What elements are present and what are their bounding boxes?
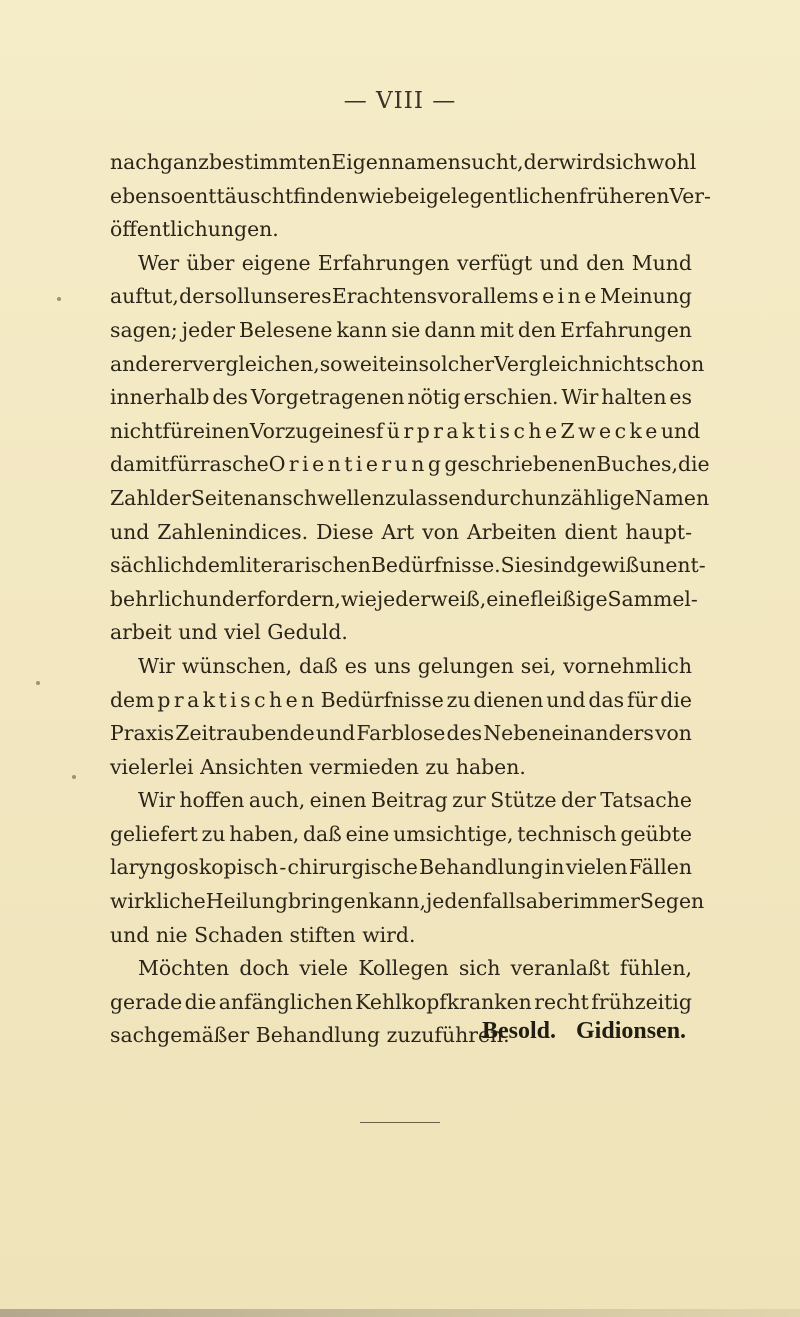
word: - [279, 855, 287, 880]
word: allem [471, 284, 528, 309]
word: und [315, 721, 356, 746]
word: damit [110, 452, 170, 477]
word: Behandlung [419, 855, 544, 880]
word: für [375, 418, 417, 443]
word: Vergleich [494, 351, 592, 376]
signature [482, 1018, 700, 1045]
word: dient [564, 519, 618, 544]
word: Vorgetragenen [250, 385, 405, 410]
word: einen [192, 418, 250, 443]
word: Nebeneinanders [483, 721, 654, 746]
word: Wir [561, 385, 599, 410]
word: jeder [376, 586, 431, 611]
word: vermieden [309, 754, 419, 779]
word: Buches, [596, 452, 678, 477]
word: daß [302, 821, 342, 846]
word: sich [605, 150, 647, 174]
word: auch, [248, 788, 306, 813]
text-line [110, 885, 705, 919]
word: Erfahrungen [317, 250, 450, 275]
word: weiß, [430, 586, 487, 611]
word: vergleichen, [191, 351, 320, 376]
word: zu [446, 687, 471, 712]
word: fühlen, [619, 956, 692, 981]
word: und [539, 250, 579, 275]
word: unent- [639, 553, 706, 578]
word: für [162, 418, 193, 443]
word: haben. [455, 754, 526, 779]
word: Vorzug [249, 418, 322, 443]
word: in [544, 855, 565, 880]
word: vornehmlich [563, 653, 692, 678]
word: gelegentlichen [425, 183, 579, 208]
word: wirkliche [110, 889, 206, 914]
word: nach [110, 150, 160, 174]
word: und [660, 418, 701, 443]
word: und [546, 687, 586, 712]
word: enttäuscht [183, 183, 294, 208]
word: recht [534, 989, 589, 1014]
word: Fällen [628, 855, 692, 880]
text-line [110, 146, 697, 180]
text-line [110, 482, 710, 516]
text-line [110, 583, 698, 617]
word: Sie [500, 553, 534, 578]
word: des [212, 385, 248, 410]
word: veranlaßt [510, 956, 610, 981]
word: Zahlenindices. [157, 519, 309, 544]
word: für [626, 687, 658, 712]
word: nie [155, 922, 188, 947]
word: vielen [565, 855, 628, 880]
word: sich [458, 956, 501, 981]
word: Geduld. [267, 620, 348, 645]
word: wird. [362, 922, 416, 947]
text-line [110, 314, 692, 348]
word: die [677, 452, 710, 477]
word: Zahl [110, 485, 156, 510]
word: sagen; [110, 317, 178, 342]
word: haupt- [625, 519, 692, 544]
word: Zwecke [560, 418, 661, 443]
word: viel [224, 620, 261, 645]
page-edge [0, 1309, 800, 1317]
word: dienen [473, 687, 544, 712]
word: sächlich [110, 553, 195, 578]
word: anderer [110, 351, 192, 376]
word: einen [309, 788, 367, 813]
word: frühzeitig [591, 989, 692, 1014]
word: Wir [138, 653, 175, 678]
text-line [110, 784, 692, 818]
word: sachgemäßer [110, 1023, 250, 1048]
word: Seiten [190, 485, 257, 510]
word: zuzuführen. [386, 1023, 510, 1048]
word: es [344, 653, 368, 678]
word: Bedürfnisse [320, 687, 444, 712]
word: Zeitraubende [175, 721, 315, 746]
word: uns [374, 653, 411, 678]
word: des [446, 721, 483, 746]
word: mit [479, 317, 514, 342]
word: geschriebenen [444, 452, 597, 477]
word: wird [558, 150, 606, 174]
word: innerhalb [110, 385, 210, 410]
speck [36, 681, 40, 685]
word: sucht, [460, 150, 524, 174]
word: laryngoskopisch [110, 855, 279, 880]
word: soll [214, 284, 251, 309]
text-line [110, 684, 692, 718]
word: kann [336, 317, 388, 342]
word: den [517, 317, 557, 342]
word: hoffen [179, 788, 245, 813]
word: früheren [578, 183, 670, 208]
word: haben, [229, 821, 300, 846]
word: der [523, 150, 559, 174]
word: chirurgische [287, 855, 418, 880]
word: Kehlkopfkranken [355, 989, 532, 1014]
signature-name-1: Besold. [482, 1018, 557, 1044]
word: über [186, 250, 235, 275]
word: Kollegen [358, 956, 449, 981]
word: daß [299, 653, 338, 678]
word: Sammel- [607, 586, 698, 611]
word: Heilung [205, 889, 288, 914]
word: Wer [138, 250, 180, 275]
word: Bedürfnisse. [370, 553, 501, 578]
signature-name-2: Gidionsen. [576, 1018, 687, 1044]
word: Erachtens [331, 284, 438, 309]
word: nicht [591, 351, 644, 376]
word: vor [437, 284, 471, 309]
word: Beitrag [370, 788, 448, 813]
text-line [110, 415, 701, 449]
word: und [195, 586, 235, 611]
word: dem [110, 687, 155, 712]
word: ebenso [110, 183, 184, 208]
word: sind [533, 553, 577, 578]
word: eigene [241, 250, 311, 275]
word: und [178, 620, 218, 645]
word: gelungen [417, 653, 514, 678]
word: rasche [199, 452, 269, 477]
text-line [110, 280, 692, 314]
word: Namen [634, 485, 710, 510]
word: für [169, 452, 200, 477]
word: Belesene [239, 317, 333, 342]
word: behrlich [110, 586, 196, 611]
word: soweit [319, 351, 387, 376]
word: doch [239, 956, 290, 981]
word: zu [201, 821, 226, 846]
word: schon [643, 351, 705, 376]
text-line [110, 919, 692, 953]
word: sie [391, 317, 421, 342]
word: dann [424, 317, 476, 342]
word: jedenfalls [425, 889, 526, 914]
word: vielerlei [110, 754, 194, 779]
word: Ansichten [200, 754, 303, 779]
word: geübte [620, 821, 692, 846]
word: von [655, 721, 692, 746]
word: Praxis [110, 721, 175, 746]
word: Tatsache [600, 788, 692, 813]
word: auftut, [110, 284, 179, 309]
word: Meinung [600, 284, 692, 309]
text-line [110, 213, 692, 247]
word: verfügt [456, 250, 533, 275]
word: nötig [407, 385, 461, 410]
word: Art [381, 519, 415, 544]
word: lassen [408, 485, 474, 510]
word: wie [358, 183, 395, 208]
word: der [155, 485, 191, 510]
word: Ver- [669, 183, 711, 208]
word: unzählige [534, 485, 635, 510]
word: geliefert [110, 821, 198, 846]
text-line [110, 381, 692, 415]
word: wie [340, 586, 377, 611]
word: erfordern, [234, 586, 341, 611]
word: der [560, 788, 596, 813]
word: literarischen [239, 553, 371, 578]
text-line [110, 516, 692, 550]
word: und [110, 519, 150, 544]
word: bestimmten [208, 150, 332, 174]
word: Orientierung [268, 452, 445, 477]
word: aber [525, 889, 573, 914]
word: Stütze [490, 788, 557, 813]
word: zur [452, 788, 486, 813]
word: technisch [517, 821, 617, 846]
text-line [110, 952, 692, 986]
text-line [110, 986, 692, 1020]
word: solcher [418, 351, 495, 376]
word: anfänglichen [218, 989, 353, 1014]
word: kann, [368, 889, 426, 914]
word: viele [299, 956, 349, 981]
word: umsichtige, [393, 821, 514, 846]
text-line [110, 650, 692, 684]
word: fleißige [530, 586, 608, 611]
word: Erfahrungen [560, 317, 692, 342]
word: Wir [138, 788, 175, 813]
word: Diese [316, 519, 374, 544]
text-line [110, 851, 692, 885]
speck [72, 775, 76, 779]
word: stiften [289, 922, 356, 947]
end-rule [360, 1122, 440, 1123]
word: Farblose [356, 721, 446, 746]
word: arbeit [110, 620, 172, 645]
word: die [184, 989, 217, 1014]
word: wünschen, [181, 653, 293, 678]
word: halten [601, 385, 667, 410]
word: Arbeiten [467, 519, 557, 544]
word: ein [386, 351, 419, 376]
word: zu [384, 485, 409, 510]
word: eines [321, 418, 376, 443]
word: die [660, 687, 692, 712]
word: gerade [110, 989, 183, 1014]
word: jeder [181, 317, 236, 342]
word: Mund [631, 250, 692, 275]
word: nicht [110, 418, 163, 443]
word: Behandlung [255, 1023, 381, 1048]
word: finden [293, 183, 359, 208]
word: praktischen [157, 687, 318, 712]
text-line [110, 180, 711, 214]
word: dem [194, 553, 240, 578]
word: zu [425, 754, 450, 779]
word: wohl [646, 150, 697, 174]
text-line [110, 247, 692, 281]
text-line [110, 818, 692, 852]
word: eine [486, 586, 531, 611]
text-line [110, 751, 692, 785]
word: erschien. [463, 385, 559, 410]
word: öffentlichungen. [110, 217, 279, 242]
word: den [586, 250, 625, 275]
word: und [110, 922, 150, 947]
word: praktische [416, 418, 561, 443]
word: seine [528, 284, 600, 309]
word: unseres [250, 284, 332, 309]
word: bei [394, 183, 426, 208]
speck [57, 297, 61, 301]
text-line [110, 549, 706, 583]
text-line [110, 448, 710, 482]
word: Schaden [194, 922, 284, 947]
text-line [110, 616, 692, 650]
word: das [588, 687, 625, 712]
word: der [179, 284, 215, 309]
word: ganz [159, 150, 209, 174]
word: es [669, 385, 692, 410]
word: eine [345, 821, 390, 846]
word: anschwellen [256, 485, 385, 510]
page-number: — VIII — [343, 88, 457, 114]
word: von [422, 519, 460, 544]
body-text [110, 146, 711, 1053]
text-line [110, 717, 692, 751]
word: gewiß [576, 553, 640, 578]
word: Segen [639, 889, 705, 914]
word: bringen [287, 889, 369, 914]
word: Eigennamen [331, 150, 461, 174]
word: immer [572, 889, 640, 914]
word: durch [473, 485, 535, 510]
text-line [110, 348, 705, 382]
word: sei, [520, 653, 557, 678]
word: Möchten [138, 956, 230, 981]
